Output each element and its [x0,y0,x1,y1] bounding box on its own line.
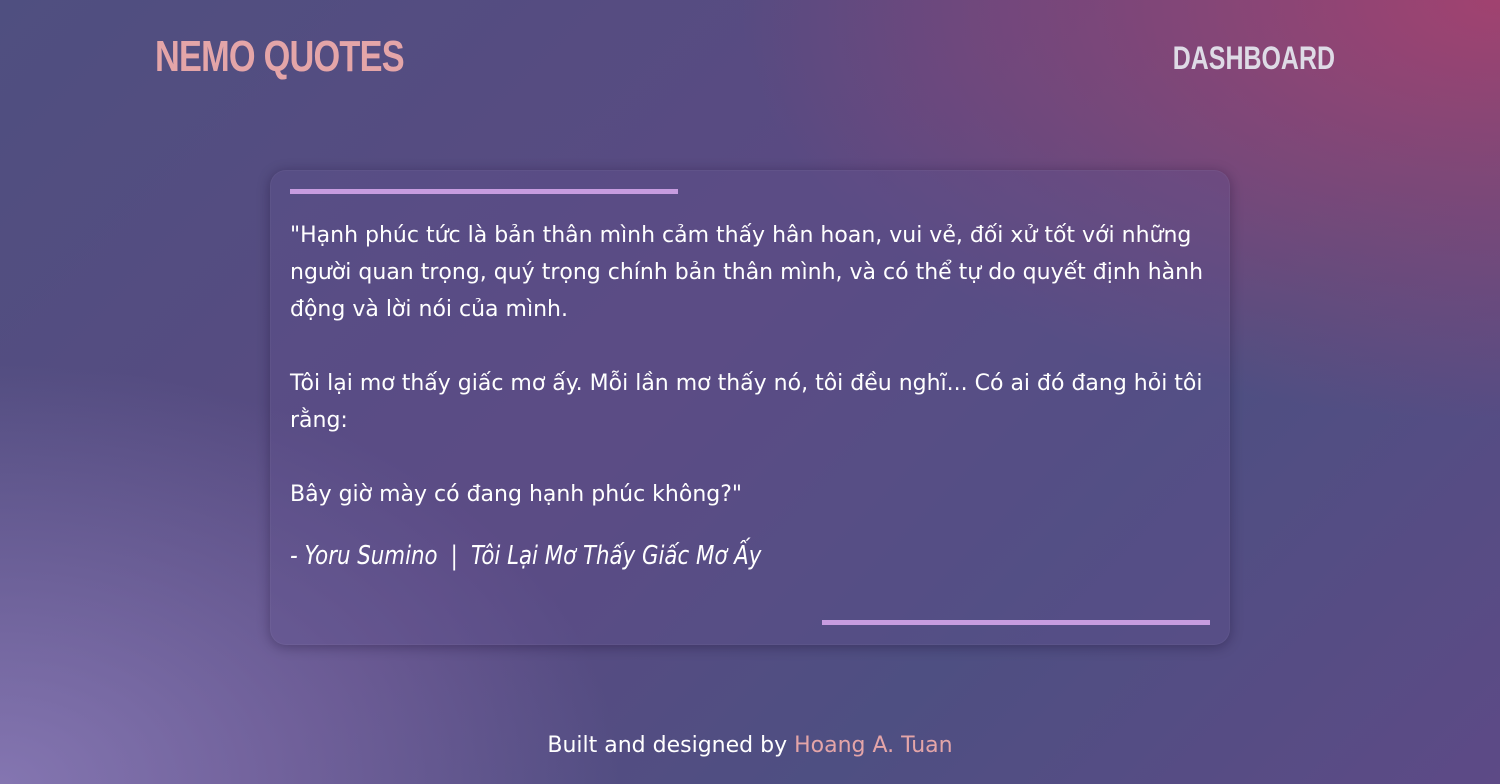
footer-author-link[interactable]: Hoang A. Tuan [794,733,953,758]
accent-bar-top [290,189,678,194]
accent-bar-bottom [822,620,1210,625]
quote-text [290,217,1215,513]
quote-attribution [290,536,761,576]
quote-author: - Yoru Sumino [290,541,438,571]
site-logo[interactable]: NEMO QUOTES [155,32,404,81]
dashboard-link[interactable]: DASHBOARD [1172,40,1335,76]
quote-paragraph: Tôi lại mơ thấy giấc mơ ấy. Mỗi lần mơ thấy nó, tôi đều nghĩ... Có ai đó đang hỏi tôi rằng: [290,371,1203,433]
attribution-separator: | [450,541,458,571]
quote-paragraph: "Hạnh phúc tức là bản thân mình cảm thấy hân hoan, vui vẻ, đối xử tốt với những người quan trọng, quý trọng chính bản thân mình, và có thể tự do quyết định hành động và lời nói của mình. [290,223,1204,322]
footer [0,730,1500,762]
footer-credit-text: Built and designed by [547,733,788,758]
quote-book-title: Tôi Lại Mơ Thấy Giấc Mơ Ấy [470,541,762,571]
quote-card [270,170,1230,645]
quote-paragraph: Bây giờ mày có đang hạnh phúc không?" [290,482,743,507]
